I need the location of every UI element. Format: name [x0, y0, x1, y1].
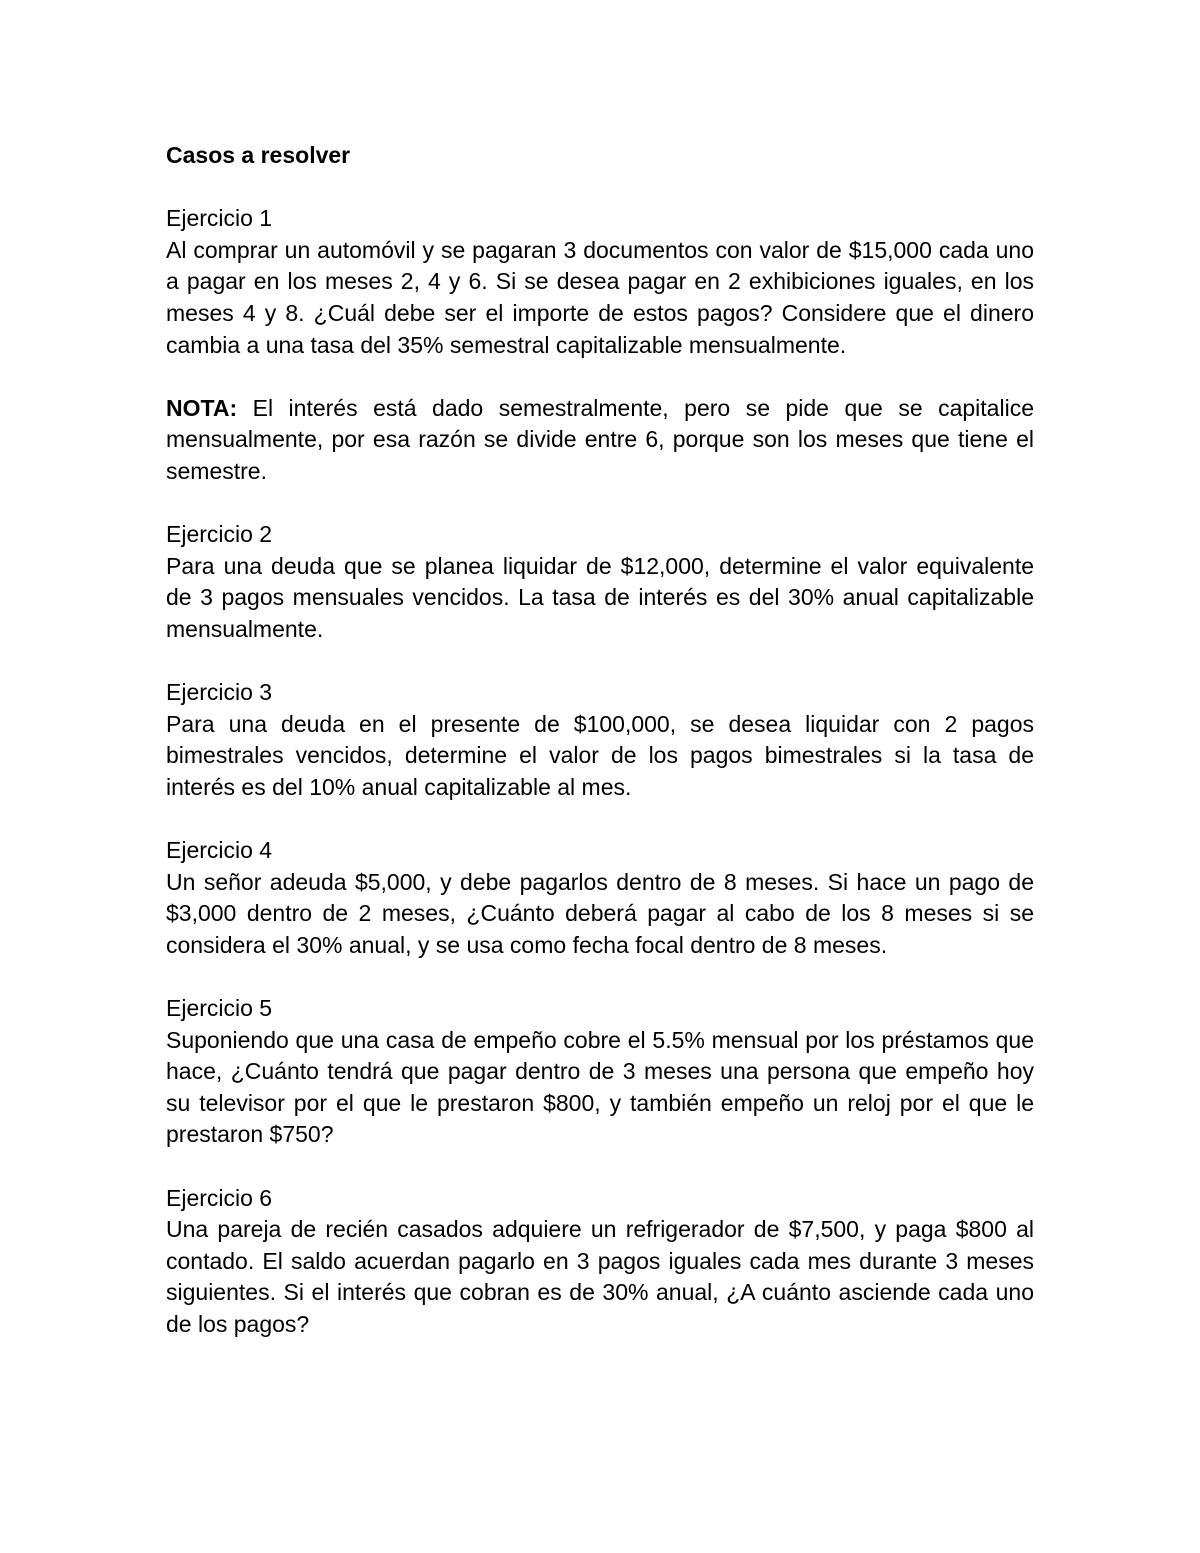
- exercise-heading: Ejercicio 6: [166, 1184, 273, 1211]
- exercise-4: [166, 835, 1034, 961]
- note-paragraph: [166, 393, 1034, 488]
- exercise-text: Para una deuda que se planea liquidar de $12,000, determine el valor equivalente de 3 pagos mensuales vencidos. La tasa de interés es del 30% anual capitalizable mensualmente.: [166, 552, 1034, 642]
- exercise-text: Una pareja de recién casados adquiere un refrigerador de $7,500, y paga $800 al contado. El saldo acuerdan pagarlo en 3 pagos iguales cada mes durante 3 meses siguientes. Si el interés que cobran es de 30% anual, ¿A cuánto asciende cada uno de los pagos?: [166, 1216, 1034, 1337]
- exercise-text: Un señor adeuda $5,000, y debe pagarlos dentro de 8 meses. Si hace un pago de $3,000 dentro de 2 meses, ¿Cuánto deberá pagar al cabo de los 8 meses si se considera el 30% anual, y se usa como fecha focal dentro de 8 meses.: [166, 868, 1034, 958]
- exercise-heading: Ejercicio 4: [166, 837, 273, 864]
- exercise-1: [166, 203, 1034, 361]
- exercise-text: Para una deuda en el presente de $100,000, se desea liquidar con 2 pagos bimestrales vencidos, determine el valor de los pagos bimestrales si la tasa de interés es del 10% anual capitalizable al mes.: [166, 710, 1034, 800]
- exercise-3: [166, 677, 1034, 803]
- exercise-6: [166, 1183, 1034, 1341]
- note-text: El interés está dado semestralmente, pero se pide que se capitalice mensualmente, por esa razón se divide entre 6, porque son los meses que tiene el semestre.: [166, 394, 1034, 484]
- exercise-heading: Ejercicio 1: [166, 205, 273, 232]
- exercise-heading: Ejercicio 5: [166, 995, 273, 1022]
- exercise-heading: Ejercicio 2: [166, 521, 273, 548]
- exercise-text: Al comprar un automóvil y se pagaran 3 documentos con valor de $15,000 cada uno a pagar en los meses 2, 4 y 6. Si se desea pagar en 2 exhibiciones iguales, en los meses 4 y 8. ¿Cuál debe ser el importe de estos pagos? Considere que el dinero cambia a una tasa del 35% semestral capitalizable mensualmente.: [166, 236, 1034, 358]
- exercise-5: [166, 993, 1034, 1151]
- document-title: Casos a resolver: [166, 142, 351, 168]
- exercise-heading: Ejercicio 3: [166, 679, 273, 706]
- note-label: NOTA:: [166, 394, 238, 421]
- exercise-text: Suponiendo que una casa de empeño cobre el 5.5% mensual por los préstamos que hace, ¿Cuánto tendrá que pagar dentro de 3 meses una persona que empeño hoy su televisor por el que le prestaron $800, y también empeño un reloj por el que le prestaron $750?: [166, 1026, 1034, 1148]
- document-page: [166, 140, 1034, 1372]
- exercise-2: [166, 519, 1034, 645]
